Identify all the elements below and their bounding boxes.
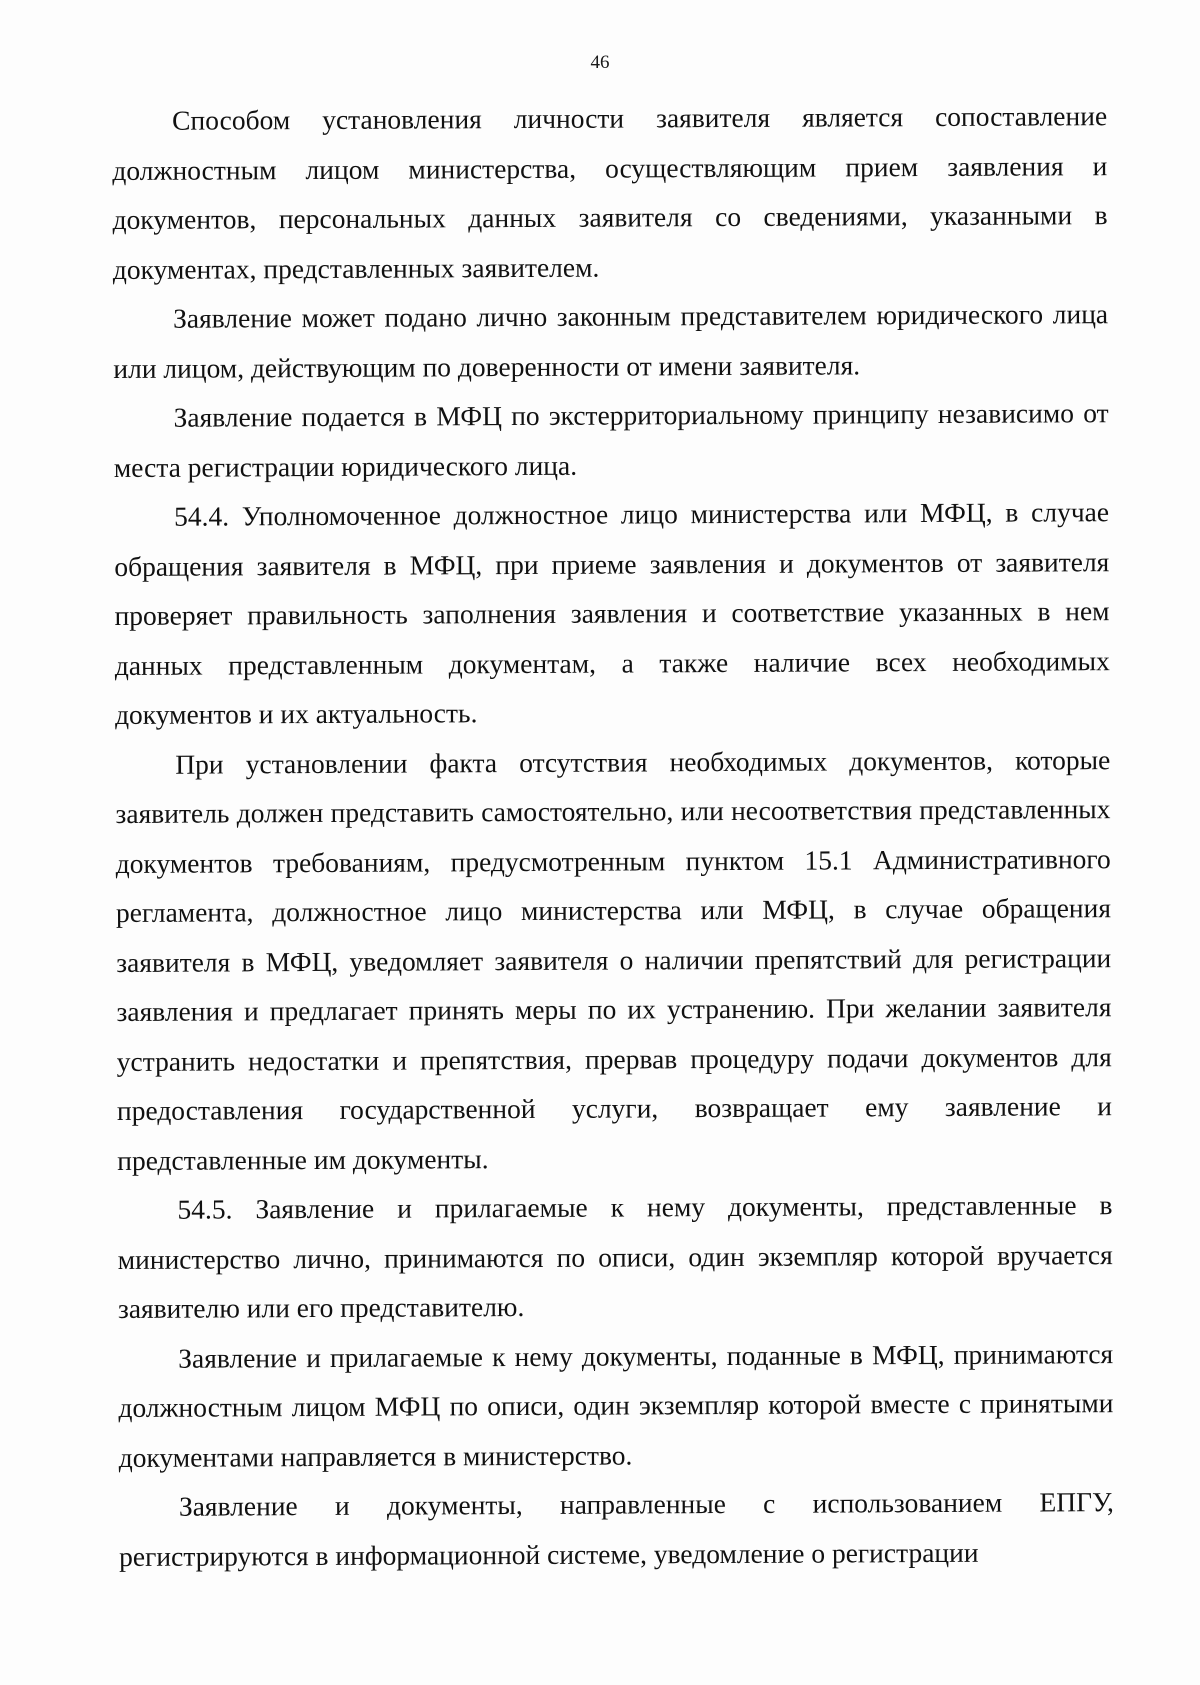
paragraph-54-5: 54.5. Заявление и прилагаемые к нему документы, представленные в министерство лично, принимаются по описи, один экземпляр которой вручается заявителю или его представителю. bbox=[117, 1189, 1113, 1324]
page-number: 46 bbox=[590, 52, 610, 73]
paragraph-54-4: 54.4. Уполномоченное должностное лицо министерства или МФЦ, в случае обращения заявителя в МФЦ, при приеме заявления и документов от заявителя проверяет правильность заполнения заявления и соответствие указанных в нем данных представленным документам, а также наличие всех необходимых документов и их актуальность. bbox=[114, 496, 1110, 730]
document-body bbox=[112, 91, 1114, 1581]
paragraph-identity-verification: Способом установления личности заявителя является сопоставление должностным лицом министерства, осуществляющим прием заявления и документов, персональных данных заявителя со сведениями, указанными в документах, представленных заявителем. bbox=[112, 100, 1108, 285]
paragraph-missing-documents: При установлении факта отсутствия необходимых документов, которые заявитель должен представить самостоятельно, или несоответствия представленных документов требованиям, предусмотренным пунктом 15.1 Административного регламента, должностное лицо министерства или МФЦ, в случае обращения заявителя в МФЦ, уведомляет заявителя о наличии препятствий для регистрации заявления и предлагает принять меры по их устранению. При желании заявителя устранить недостатки и препятствия, прервав процедуру подачи документов для предоставления государственной услуги, возвращает ему заявление и представленные им документы. bbox=[115, 743, 1113, 1176]
paragraph-submission-by-representative: Заявление может подано лично законным представителем юридического лица или лицом, действующим по доверенности от имени заявителя. bbox=[113, 298, 1109, 384]
paragraph-mfc-submission: Заявление и прилагаемые к нему документы, поданные в МФЦ, принимаются должностным лицом МФЦ по описи, один экземпляр которой вместе с принятыми документами направляется в министерство. bbox=[118, 1337, 1114, 1473]
paragraph-epgu-registration: Заявление и документы, направленные с использованием ЕПГУ, регистрируются в информационной системе, уведомление о регистрации bbox=[119, 1486, 1114, 1572]
paragraph-extraterritorial-principle: Заявление подается в МФЦ по экстерриториальному принципу независимо от места регистрации юридического лица. bbox=[113, 397, 1109, 483]
